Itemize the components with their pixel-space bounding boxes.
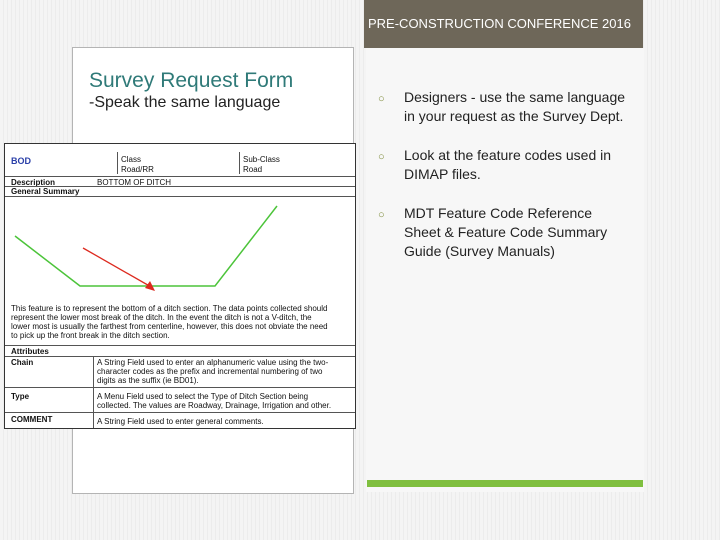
ditch-diagram	[5, 196, 355, 301]
circle-bullet-icon: ○	[378, 93, 385, 105]
chain-label: Chain	[11, 358, 34, 367]
comment-value: A String Field used to enter general comments.	[97, 417, 264, 426]
attributes-label: Attributes	[11, 347, 49, 356]
bullet-text: Designers - use the same language in your request as the Survey Dept.	[404, 89, 626, 124]
class-value: Road/RR	[121, 165, 154, 174]
circle-bullet-icon: ○	[378, 209, 385, 221]
accent-bar	[367, 480, 643, 487]
type-label: Type	[11, 392, 30, 401]
slide-subtitle: -Speak the same language	[89, 94, 281, 111]
bullet-text: Look at the feature codes used in DIMAP files.	[404, 147, 612, 182]
subclass-label: Sub-Class	[243, 155, 280, 164]
summary-line-3: lower most is usually the farthest from centerline, however, this does not obviate the need	[11, 322, 328, 331]
break-point-arrow	[83, 248, 153, 288]
chain-line-2: character codes as the prefix and incremental numbering of two	[97, 367, 323, 376]
bullet-item	[378, 146, 628, 184]
general-summary-label: General Summary	[11, 187, 80, 196]
class-label: Class	[121, 155, 142, 164]
ditch-profile-line	[15, 206, 277, 286]
bullet-text: MDT Feature Code Reference Sheet & Feature Code Summary Guide (Survey Manuals)	[404, 205, 608, 259]
conference-title: PRE-CONSTRUCTION CONFERENCE 2016	[368, 16, 631, 31]
type-line-2: collected. The values are Roadway, Drainage, Irrigation and other.	[97, 401, 332, 410]
survey-request-form-image	[4, 143, 356, 429]
chain-line-1: A String Field used to enter an alphanumeric value using the two-	[97, 358, 329, 367]
description-value: BOTTOM OF DITCH	[97, 178, 172, 187]
description-label: Description	[11, 178, 56, 187]
summary-line-1: This feature is to represent the bottom of a ditch section. The data points collected should	[11, 304, 328, 313]
bullet-list	[378, 88, 628, 281]
slide-title: Survey Request Form	[89, 69, 294, 92]
summary-line-2: represent the lower most break of the ditch. In the event the ditch is not a V-ditch, the	[11, 313, 312, 322]
bullet-item	[378, 88, 628, 126]
bullet-item	[378, 204, 628, 261]
comment-label: COMMENT	[11, 415, 53, 424]
type-line-1: A Menu Field used to select the Type of Ditch Section being	[97, 392, 309, 401]
summary-line-4: to pick up the front break in the ditch section.	[11, 331, 170, 340]
circle-bullet-icon: ○	[378, 151, 385, 163]
chain-line-3: digits as the suffix (ie BD01).	[97, 376, 199, 385]
subclass-value: Road	[243, 165, 263, 174]
feature-code: BOD	[11, 156, 31, 166]
